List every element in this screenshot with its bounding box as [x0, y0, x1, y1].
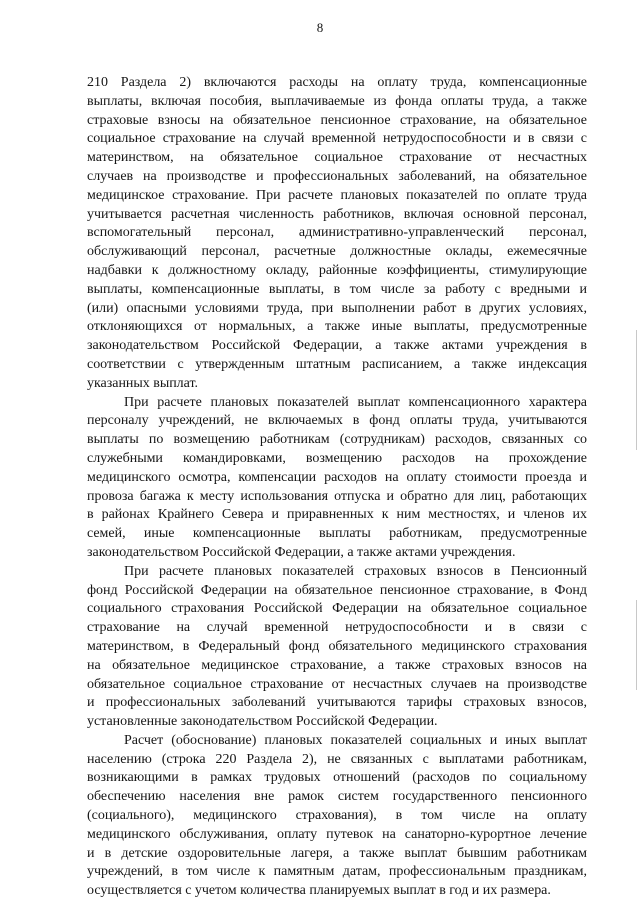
text-line: медицинского осмотра, компенсации расходов на оплату стоимости проезда и: [87, 469, 587, 485]
text-line: вспомогательный персонал, административно-управленческий персонал,: [87, 225, 587, 241]
text-line: выплаты, компенсационные выплаты, в том числе за работу с вредными и: [87, 281, 587, 297]
text-line: законодательством Российской Федерации, а также актами учреждения.: [87, 544, 516, 560]
paragraph: [87, 563, 587, 732]
text-line: страховые взносы на обязательное пенсионное страхование, на обязательное: [87, 112, 587, 128]
text-line: страхование на случай временной нетрудоспособности и в связи с: [87, 620, 587, 636]
paragraph: [87, 732, 587, 901]
text-line: При расчете плановых показателей страховых взносов в Пенсионный: [124, 563, 587, 579]
text-line: осуществляется с учетом количества планируемых выплат в год и их размера.: [87, 883, 551, 899]
paragraph: [87, 74, 587, 394]
text-line: надбавки к должностному окладу, районные коэффициенты, стимулирующие: [87, 262, 587, 278]
text-line: Расчет (обоснование) плановых показателей социальных и иных выплат: [124, 732, 587, 748]
text-line: обязательное социальное страхование от несчастных случаев на производстве: [87, 676, 587, 692]
page-number: 8: [316, 20, 324, 35]
text-line: учитывается расчетная численность работников, включая основной персонал,: [87, 206, 587, 222]
text-line: на обязательное медицинское страхование, а также страховых взносов на: [87, 657, 587, 673]
text-line: обслуживающий персонал, расчетные должностные оклады, ежемесячные: [87, 244, 587, 260]
text-line: материнством, на обязательное социальное страхование от несчастных: [87, 150, 587, 166]
text-line: в районах Крайнего Севера и приравненных к ним местностях, и членов их: [87, 507, 587, 523]
text-line: социальное страхование на случай временной нетрудоспособности и в связи с: [87, 131, 587, 147]
document-body: [87, 74, 587, 901]
text-line: провоза багажа к месту использования отпуска и обратно для лиц, работающих: [87, 488, 587, 504]
text-line: и профессиональных заболеваний учитываются тарифы страховых взносов,: [87, 695, 587, 711]
text-line: выплаты, включая пособия, выплачиваемые из фонда оплаты труда, а также: [87, 93, 587, 109]
text-line: случаев на производстве и профессиональных заболеваний, на обязательное: [87, 168, 587, 184]
text-line: и в детские оздоровительные лагеря, а также выплат бывшим работникам: [87, 845, 587, 861]
text-line: (или) опасными условиями труда, при выполнении работ в других условиях,: [87, 300, 587, 316]
text-line: обеспечению населения вне рамок систем государственного пенсионного: [87, 789, 587, 805]
text-line: служебными командировками, возмещению расходов на прохождение: [87, 450, 587, 466]
text-line: семей, иные компенсационные выплаты работникам, предусмотренные: [87, 526, 587, 542]
text-line: 210 Раздела 2) включаются расходы на оплату труда, компенсационные: [87, 75, 587, 90]
margin-scan-mark: [636, 600, 637, 690]
text-line: законодательством Российской Федерации, а также актами учреждения в: [87, 338, 587, 354]
text-line: медицинское страхование. При расчете плановых показателей по оплате труда: [87, 187, 587, 203]
text-line: соответствии с утвержденным штатным расписанием, а также индексация: [87, 356, 587, 372]
text-line: выплаты по возмещению работникам (сотрудникам) расходов, связанных со: [87, 432, 587, 448]
paragraph: [87, 394, 587, 563]
margin-scan-mark: [636, 330, 637, 450]
text-line: населению (строка 220 Раздела 2), не связанных с выплатами работникам,: [87, 751, 587, 767]
text-line: установленные законодательством Российской Федерации.: [87, 714, 438, 730]
text-line: социального страхования Российской Федерации на обязательное социальное: [87, 601, 587, 617]
text-line: фонд Российской Федерации на обязательное пенсионное страхование, в Фонд: [87, 582, 587, 598]
text-line: При расчете плановых показателей выплат компенсационного характера: [124, 394, 587, 410]
text-line: учреждений, в том числе к памятным датам, профессиональным праздникам,: [87, 864, 587, 880]
text-line: возникающими в рамках трудовых отношений (расходов по социальному: [87, 770, 587, 786]
text-line: (социального), медицинского страхования), в том числе на оплату: [87, 808, 587, 824]
text-line: материнством, в Федеральный фонд обязательного медицинского страхования: [87, 638, 587, 654]
text-line: указанных выплат.: [87, 375, 199, 391]
text-line: отклоняющихся от нормальных, а также иные выплаты, предусмотренные: [87, 319, 587, 335]
text-line: персоналу учреждений, не включаемых в фонд оплаты труда, учитываются: [87, 413, 587, 429]
text-line: медицинского обслуживания, оплату путевок на санаторно-курортное лечение: [87, 826, 587, 842]
